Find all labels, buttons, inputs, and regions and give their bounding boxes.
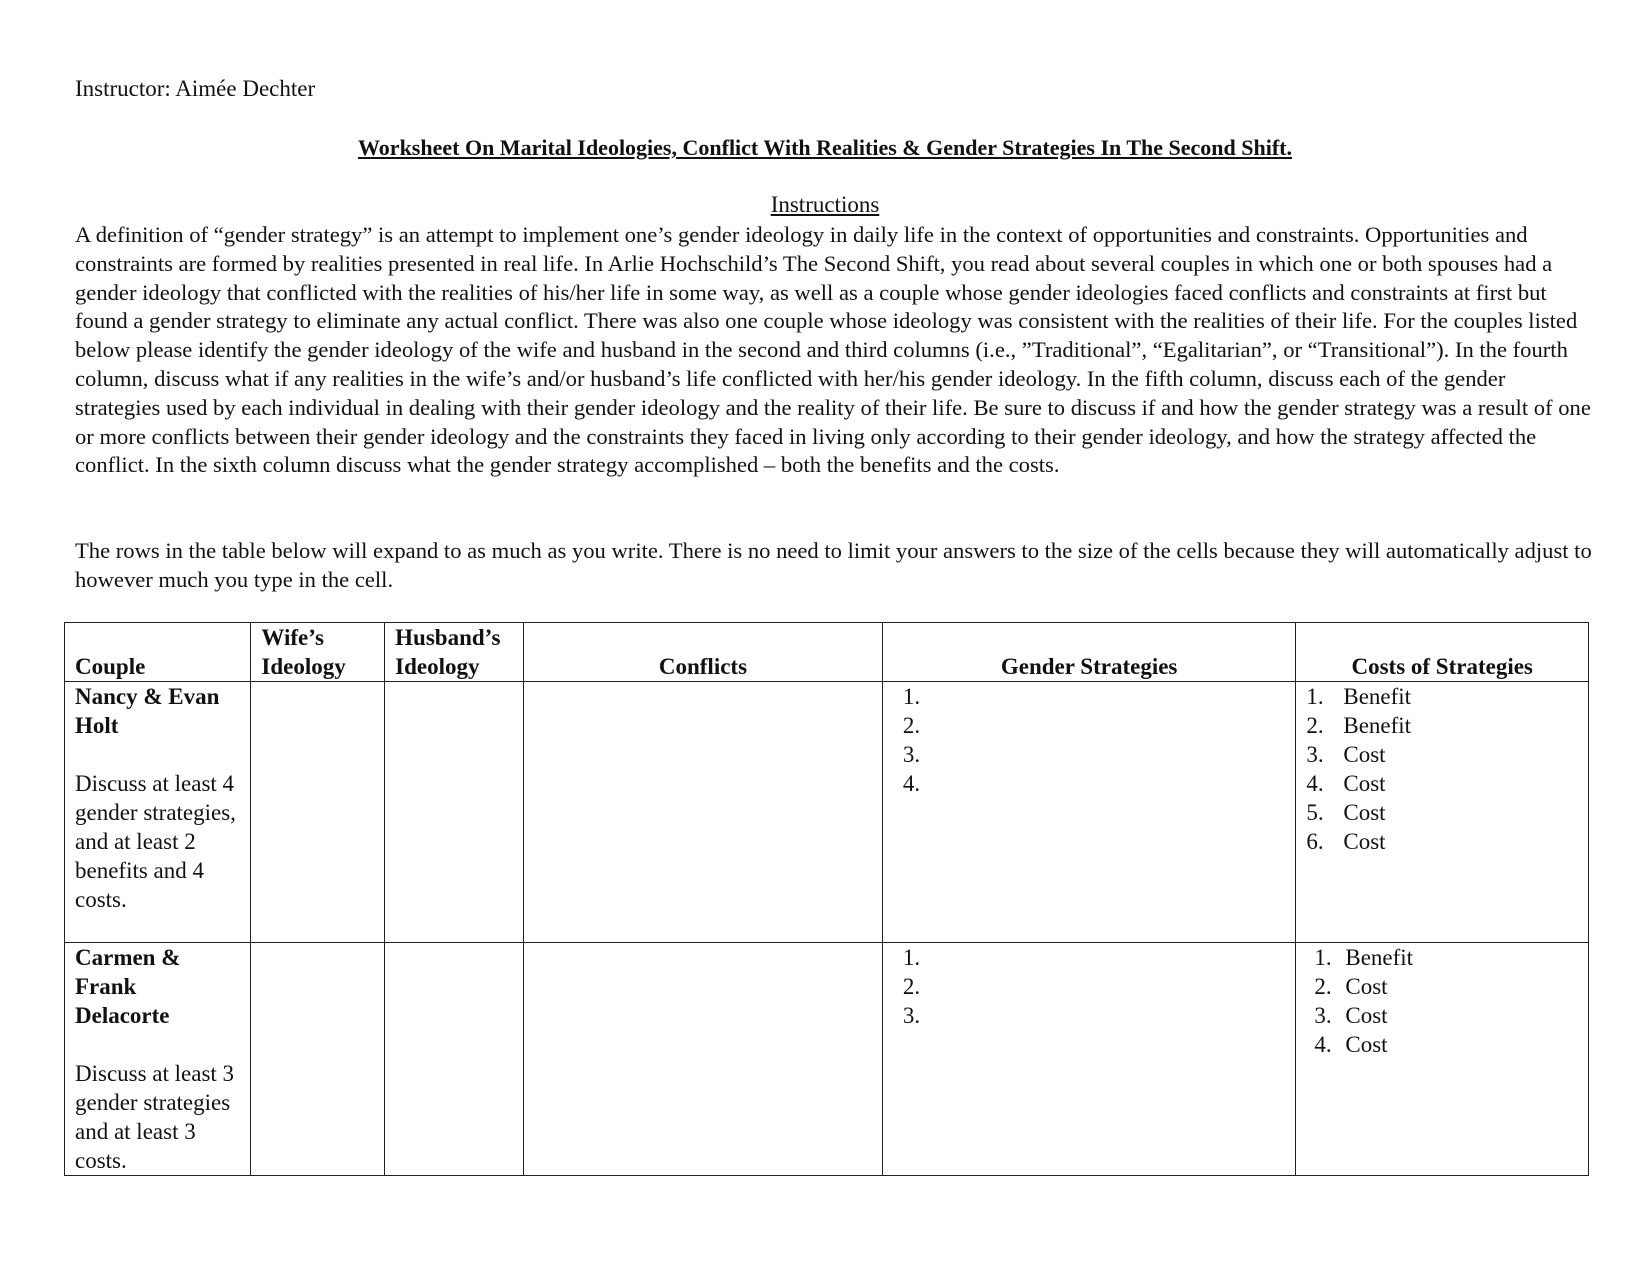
cost-item: 1. Benefit (1314, 945, 1414, 970)
strategy-item: 3. (902, 1003, 921, 1028)
table-note-paragraph: The rows in the table below will expand to as much as you write. There is no need to limit your answers to the size of the cells because they will automatically adjust to however much you type in the cell. (75, 538, 1592, 592)
header-couple: Couple (65, 623, 251, 682)
husband-ideology-cell[interactable] (385, 682, 524, 943)
wife-ideology-cell[interactable] (251, 682, 385, 943)
cost-item: 2. Cost (1314, 974, 1388, 999)
wife-ideology-cell[interactable] (251, 943, 385, 1176)
cost-item: 4. Cost (1314, 1032, 1388, 1057)
couple-cell (65, 943, 251, 1176)
header-wife-line2: Ideology (261, 654, 346, 679)
strategy-item: 2. (902, 713, 921, 738)
header-conflicts: Conflicts (524, 623, 883, 682)
husband-ideology-cell[interactable] (385, 943, 524, 1176)
strategy-item: 2. (902, 974, 921, 999)
header-wife-ideology (251, 623, 385, 682)
header-wife-line1: Wife’s (261, 625, 324, 650)
table-row-holt (65, 682, 1589, 943)
worksheet-title: Worksheet On Marital Ideologies, Conflict With Realities & Gender Strategies In The Second Shift. (358, 135, 1292, 160)
instructions-heading: Instructions (770, 192, 880, 217)
strategies-cell[interactable] (882, 682, 1295, 943)
header-gender-strategies: Gender Strategies (882, 623, 1295, 682)
cost-item: 4. Cost (1306, 771, 1386, 796)
couple-name-line: Delacorte (75, 1003, 170, 1028)
costs-cell[interactable] (1296, 943, 1589, 1176)
couple-name-line: Nancy & Evan (75, 684, 220, 709)
instructor-line: Instructor: Aimée Dechter (75, 76, 316, 101)
strategy-item: 4. (902, 771, 921, 796)
conflicts-cell[interactable] (524, 682, 883, 943)
strategy-item: 1. (902, 684, 921, 709)
couple-instructions: Discuss at least 3 gender strategies and at least 3 costs. (75, 1061, 235, 1173)
strategy-item: 3. (902, 742, 921, 767)
header-husband-line1: Husband’s (395, 625, 501, 650)
conflicts-cell[interactable] (524, 943, 883, 1176)
header-husband-ideology (385, 623, 524, 682)
cost-item: 6. Cost (1306, 829, 1386, 854)
strategy-item: 1. (902, 945, 921, 970)
cost-item: 3. Cost (1306, 742, 1386, 767)
instructions-paragraph: A definition of “gender strategy” is an attempt to implement one’s gender ideology in daily life in the context of opportunities and constraints. Opportunities and constraints are formed by realities presented in real life. In Arlie Hochschild’s The Second Shift, you read about several couples in which one or both spouses had a gender ideology that conflicted with the realities of his/her life in some way, as well as a couple whose gender ideologies faced conflicts and constraints at first but found a gender strategy to eliminate any actual conflict. There was also one couple whose ideology was consistent with the realities of their life. For the couples listed below please identify the gender ideology of the wife and husband in the second and third columns (i.e., ”Traditional”, “Egalitarian”, or “Transitional”). In the fourth column, discuss what if any realities in the wife’s and/or husband’s life conflicted with her/his gender ideology. In the fifth column, discuss each of the gender strategies used by each individual in dealing with their gender ideology and the reality of their life. Be sure to discuss if and how the gender strategy was a result of one or more conflicts between their gender ideology and the constraints they faced in living only according to their gender ideology, and how the strategy affected the conflict. In the sixth column discuss what the gender strategy accomplished – both the benefits and the costs. (75, 222, 1591, 478)
couple-instructions: Discuss at least 4 gender strategies, and at least 2 benefits and 4 costs. (75, 771, 236, 912)
header-husband-line2: Ideology (395, 654, 480, 679)
cost-item: 1. Benefit (1306, 684, 1412, 709)
couple-name-line: Holt (75, 713, 119, 738)
strategies-cell[interactable] (882, 943, 1295, 1176)
table-row-delacorte (65, 943, 1589, 1176)
costs-cell[interactable] (1296, 682, 1589, 943)
cost-item: 5. Cost (1306, 800, 1386, 825)
worksheet-table (64, 622, 1589, 1176)
couple-cell (65, 682, 251, 943)
couple-name-line: Carmen & (75, 945, 181, 970)
table-header-row (65, 623, 1589, 682)
couple-name-line: Frank (75, 974, 137, 999)
cost-item: 2. Benefit (1306, 713, 1412, 738)
cost-item: 3. Cost (1314, 1003, 1388, 1028)
header-costs: Costs of Strategies (1296, 623, 1589, 682)
